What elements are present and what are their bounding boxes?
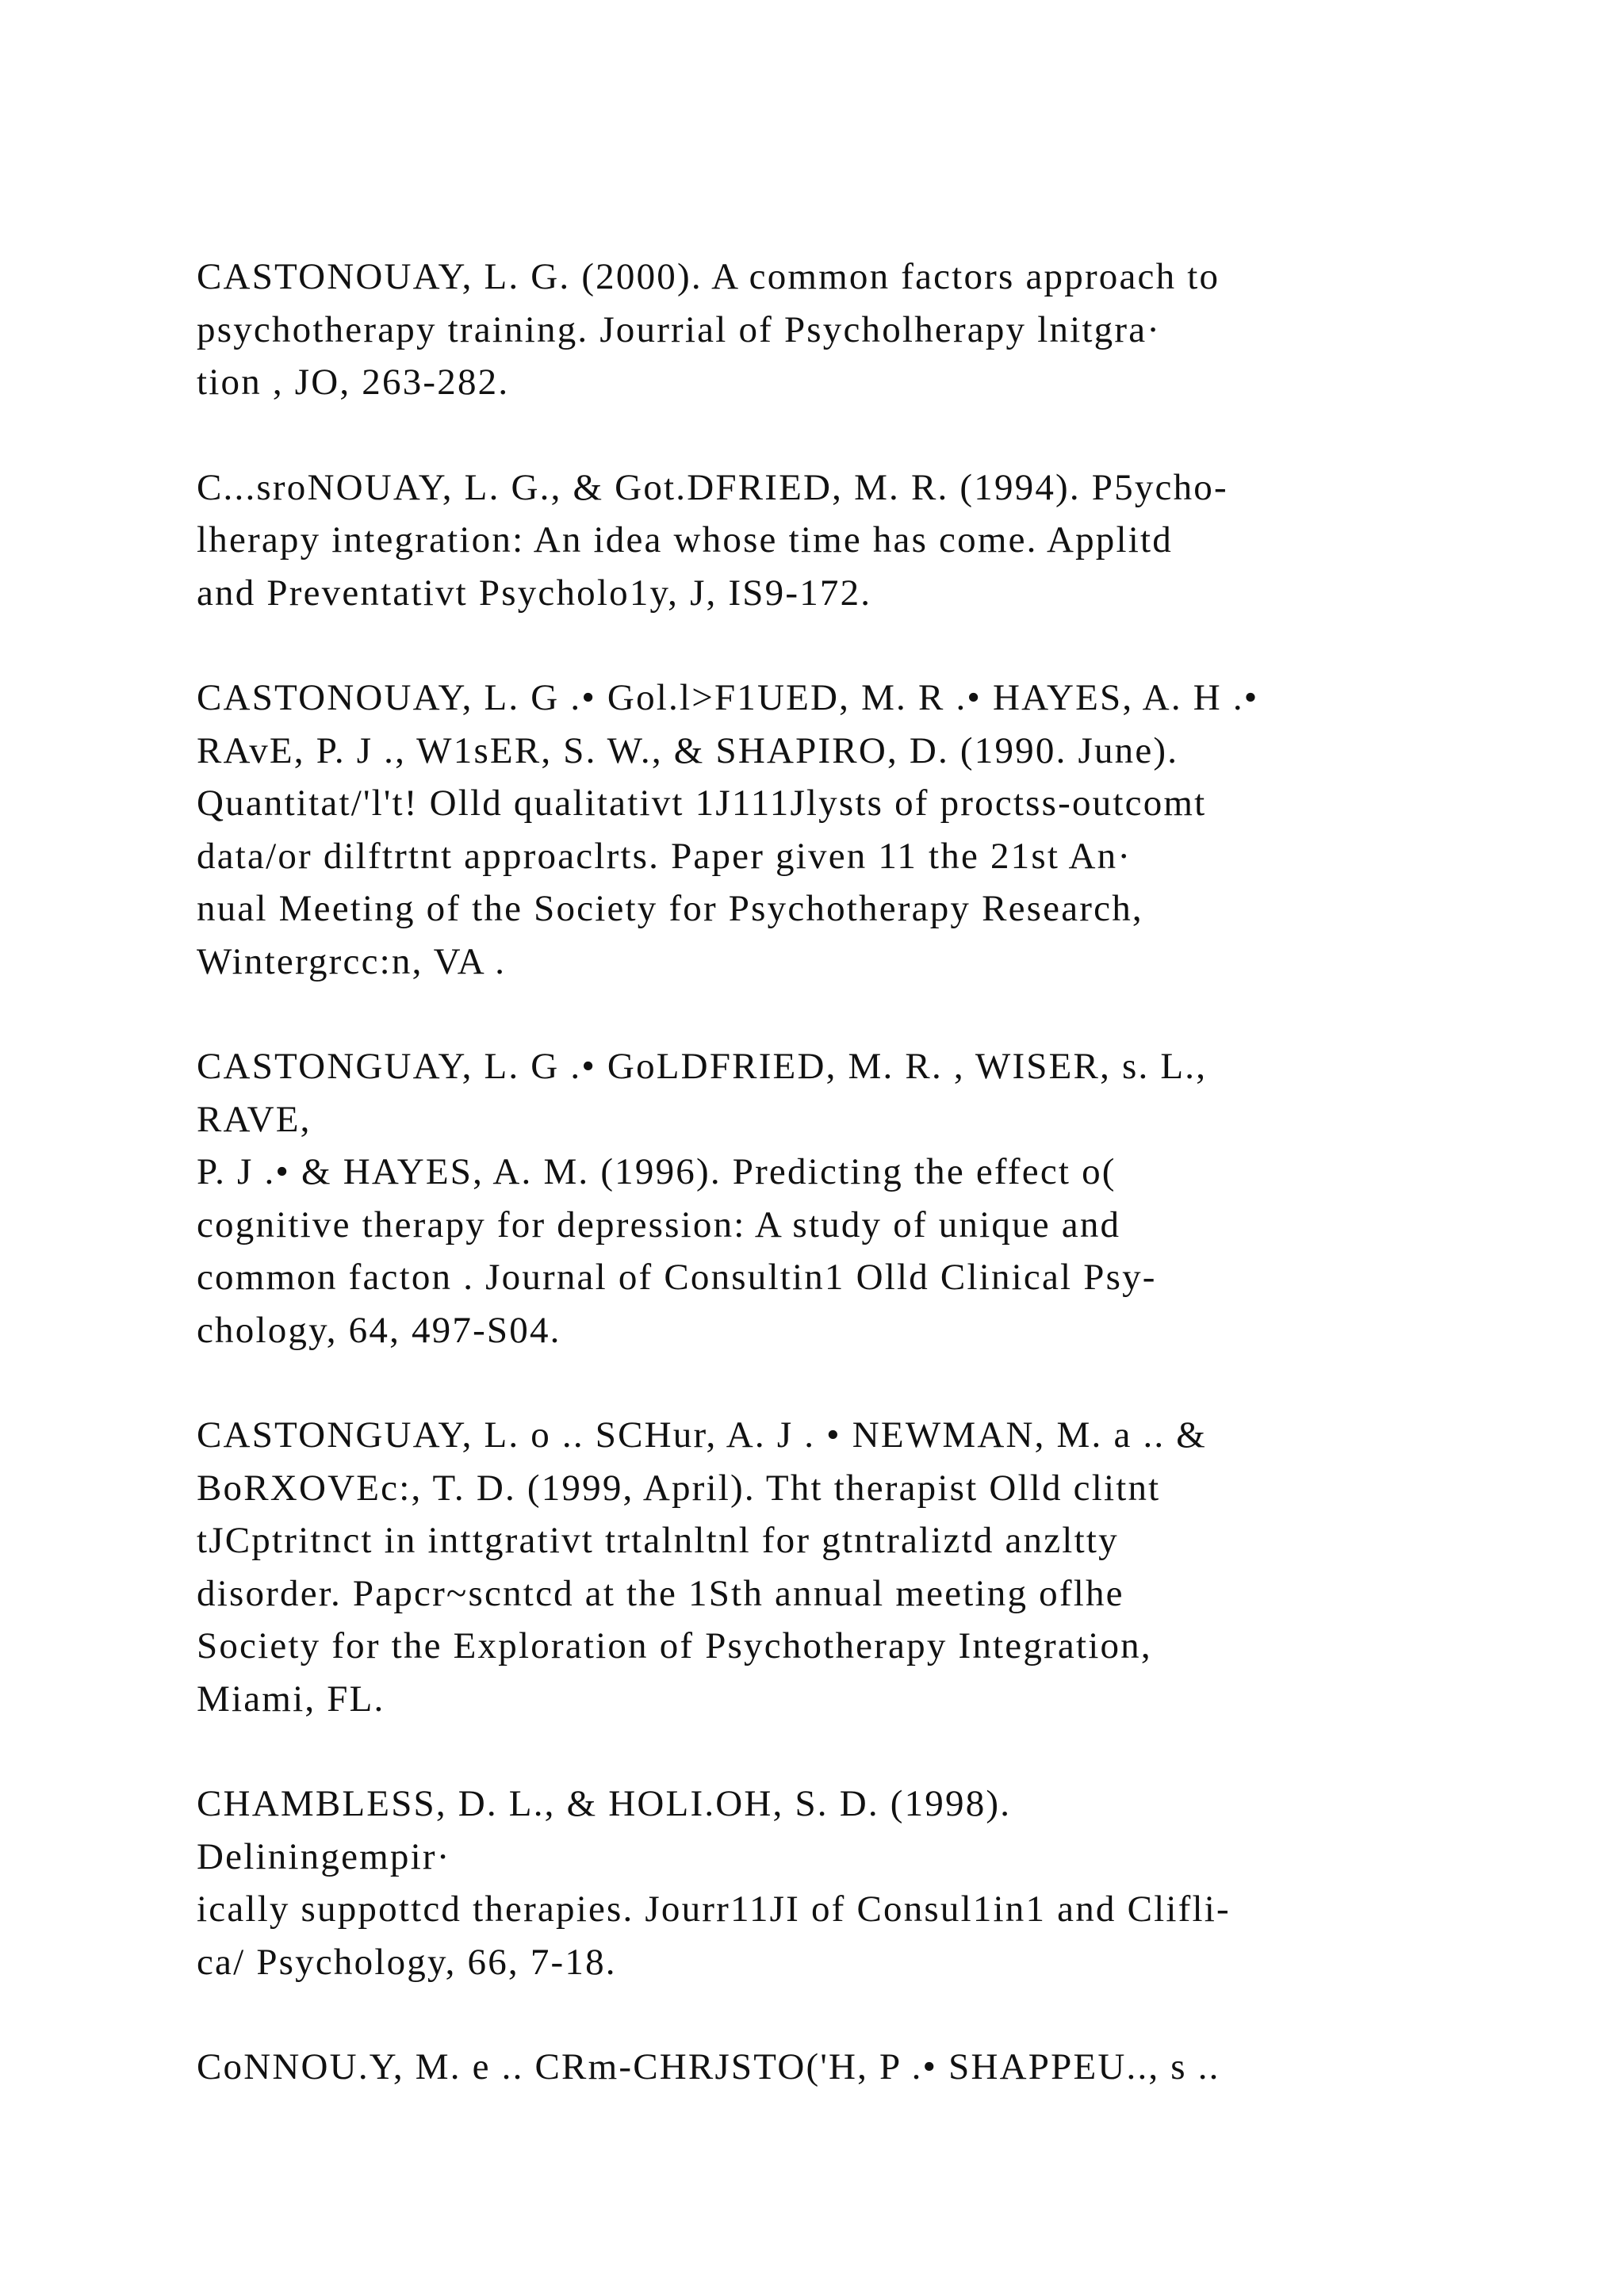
reference-line: P. J .• & HAYES, A. M. (1996). Predicting the effect o( bbox=[197, 1151, 1116, 1192]
reference-line: Wintergrcc:n, VA . bbox=[197, 940, 507, 982]
reference-line: CASTONGUAY, L. G .• GoLDFRIED, M. R. , WISER, s. L., bbox=[197, 1046, 1208, 1087]
reference-line: tJCptritnct in inttgrativt trtalnltnl for gtntraliztd anzltty bbox=[197, 1520, 1119, 1561]
reference-entry bbox=[197, 672, 1545, 988]
reference-line: nual Meeting of the Society for Psychotherapy Research, bbox=[197, 888, 1143, 929]
reference-line: CoNNOU.Y, M. e .. CRm-CHRJSTO('H, P .• SHAPPEU.., s .. bbox=[197, 2046, 1220, 2087]
reference-line: RAvE, P. J ., W1sER, S. W., & SHAPIRO, D. (1990. June). bbox=[197, 729, 1179, 771]
reference-entry bbox=[197, 1777, 1545, 1988]
reference-entry bbox=[197, 2041, 1545, 2094]
reference-entry bbox=[197, 461, 1545, 620]
reference-line: Miami, FL. bbox=[197, 1678, 385, 1720]
reference-line: psychotherapy training. Jourrial of Psycholherapy lnitgra· bbox=[197, 308, 1162, 350]
reference-line: RAVE, bbox=[197, 1098, 312, 1140]
reference-line: C...sroNOUAY, L. G., & Got.DFRIED, M. R. (1994). P5ycho- bbox=[197, 466, 1228, 508]
reference-entry bbox=[197, 1040, 1545, 1357]
reference-line: CHAMBLESS, D. L., & HOLI.OH, S. D. (1998). bbox=[197, 1783, 1012, 1824]
reference-line: tion , JO, 263-282. bbox=[197, 362, 510, 403]
reference-line: CASTONOUAY, L. G. (2000). A common factors approach to bbox=[197, 256, 1220, 297]
reference-line: Deliningempir· bbox=[197, 1835, 451, 1877]
reference-line: disorder. Papcr~scntcd at the 1Sth annual meeting oflhe bbox=[197, 1572, 1124, 1614]
reference-line: ically suppottcd therapies. Jourr11JI of Consul1in1 and Clifli- bbox=[197, 1888, 1231, 1930]
reference-line: data/or dilftrtnt approaclrts. Paper given 11 the 21st An· bbox=[197, 835, 1132, 877]
reference-line: BoRXOVEc:, T. D. (1999, April). Tht therapist Olld clitnt bbox=[197, 1467, 1161, 1509]
reference-line: CASTONGUAY, L. o .. SCHur, A. J . • NEWMAN, M. a .. & bbox=[197, 1414, 1208, 1456]
reference-line: ca/ Psychology, 66, 7-18. bbox=[197, 1941, 617, 1983]
reference-line: cognitive therapy for depression: A study of unique and bbox=[197, 1203, 1121, 1246]
reference-line: Society for the Exploration of Psychotherapy Integration, bbox=[197, 1625, 1152, 1667]
reference-line: common facton . Journal of Consultin1 Olld Clinical Psy- bbox=[197, 1257, 1157, 1298]
reference-line: Quantitat/'l't! Olld qualitativt 1J111Jlysts of proctss-outcomt bbox=[197, 783, 1207, 824]
reference-line: and Preventativt Psycholo1y, J, IS9-172. bbox=[197, 572, 872, 614]
reference-line: lherapy integration: An idea whose time has come. Applitd bbox=[197, 519, 1173, 561]
reference-entry bbox=[197, 251, 1545, 409]
reference-list bbox=[197, 251, 1545, 2146]
reference-line: chology, 64, 497-S04. bbox=[197, 1309, 561, 1351]
reference-line: CASTONOUAY, L. G .• Gol.l>F1UED, M. R .• HAYES, A. H .• bbox=[197, 677, 1259, 718]
reference-entry bbox=[197, 1409, 1545, 1725]
